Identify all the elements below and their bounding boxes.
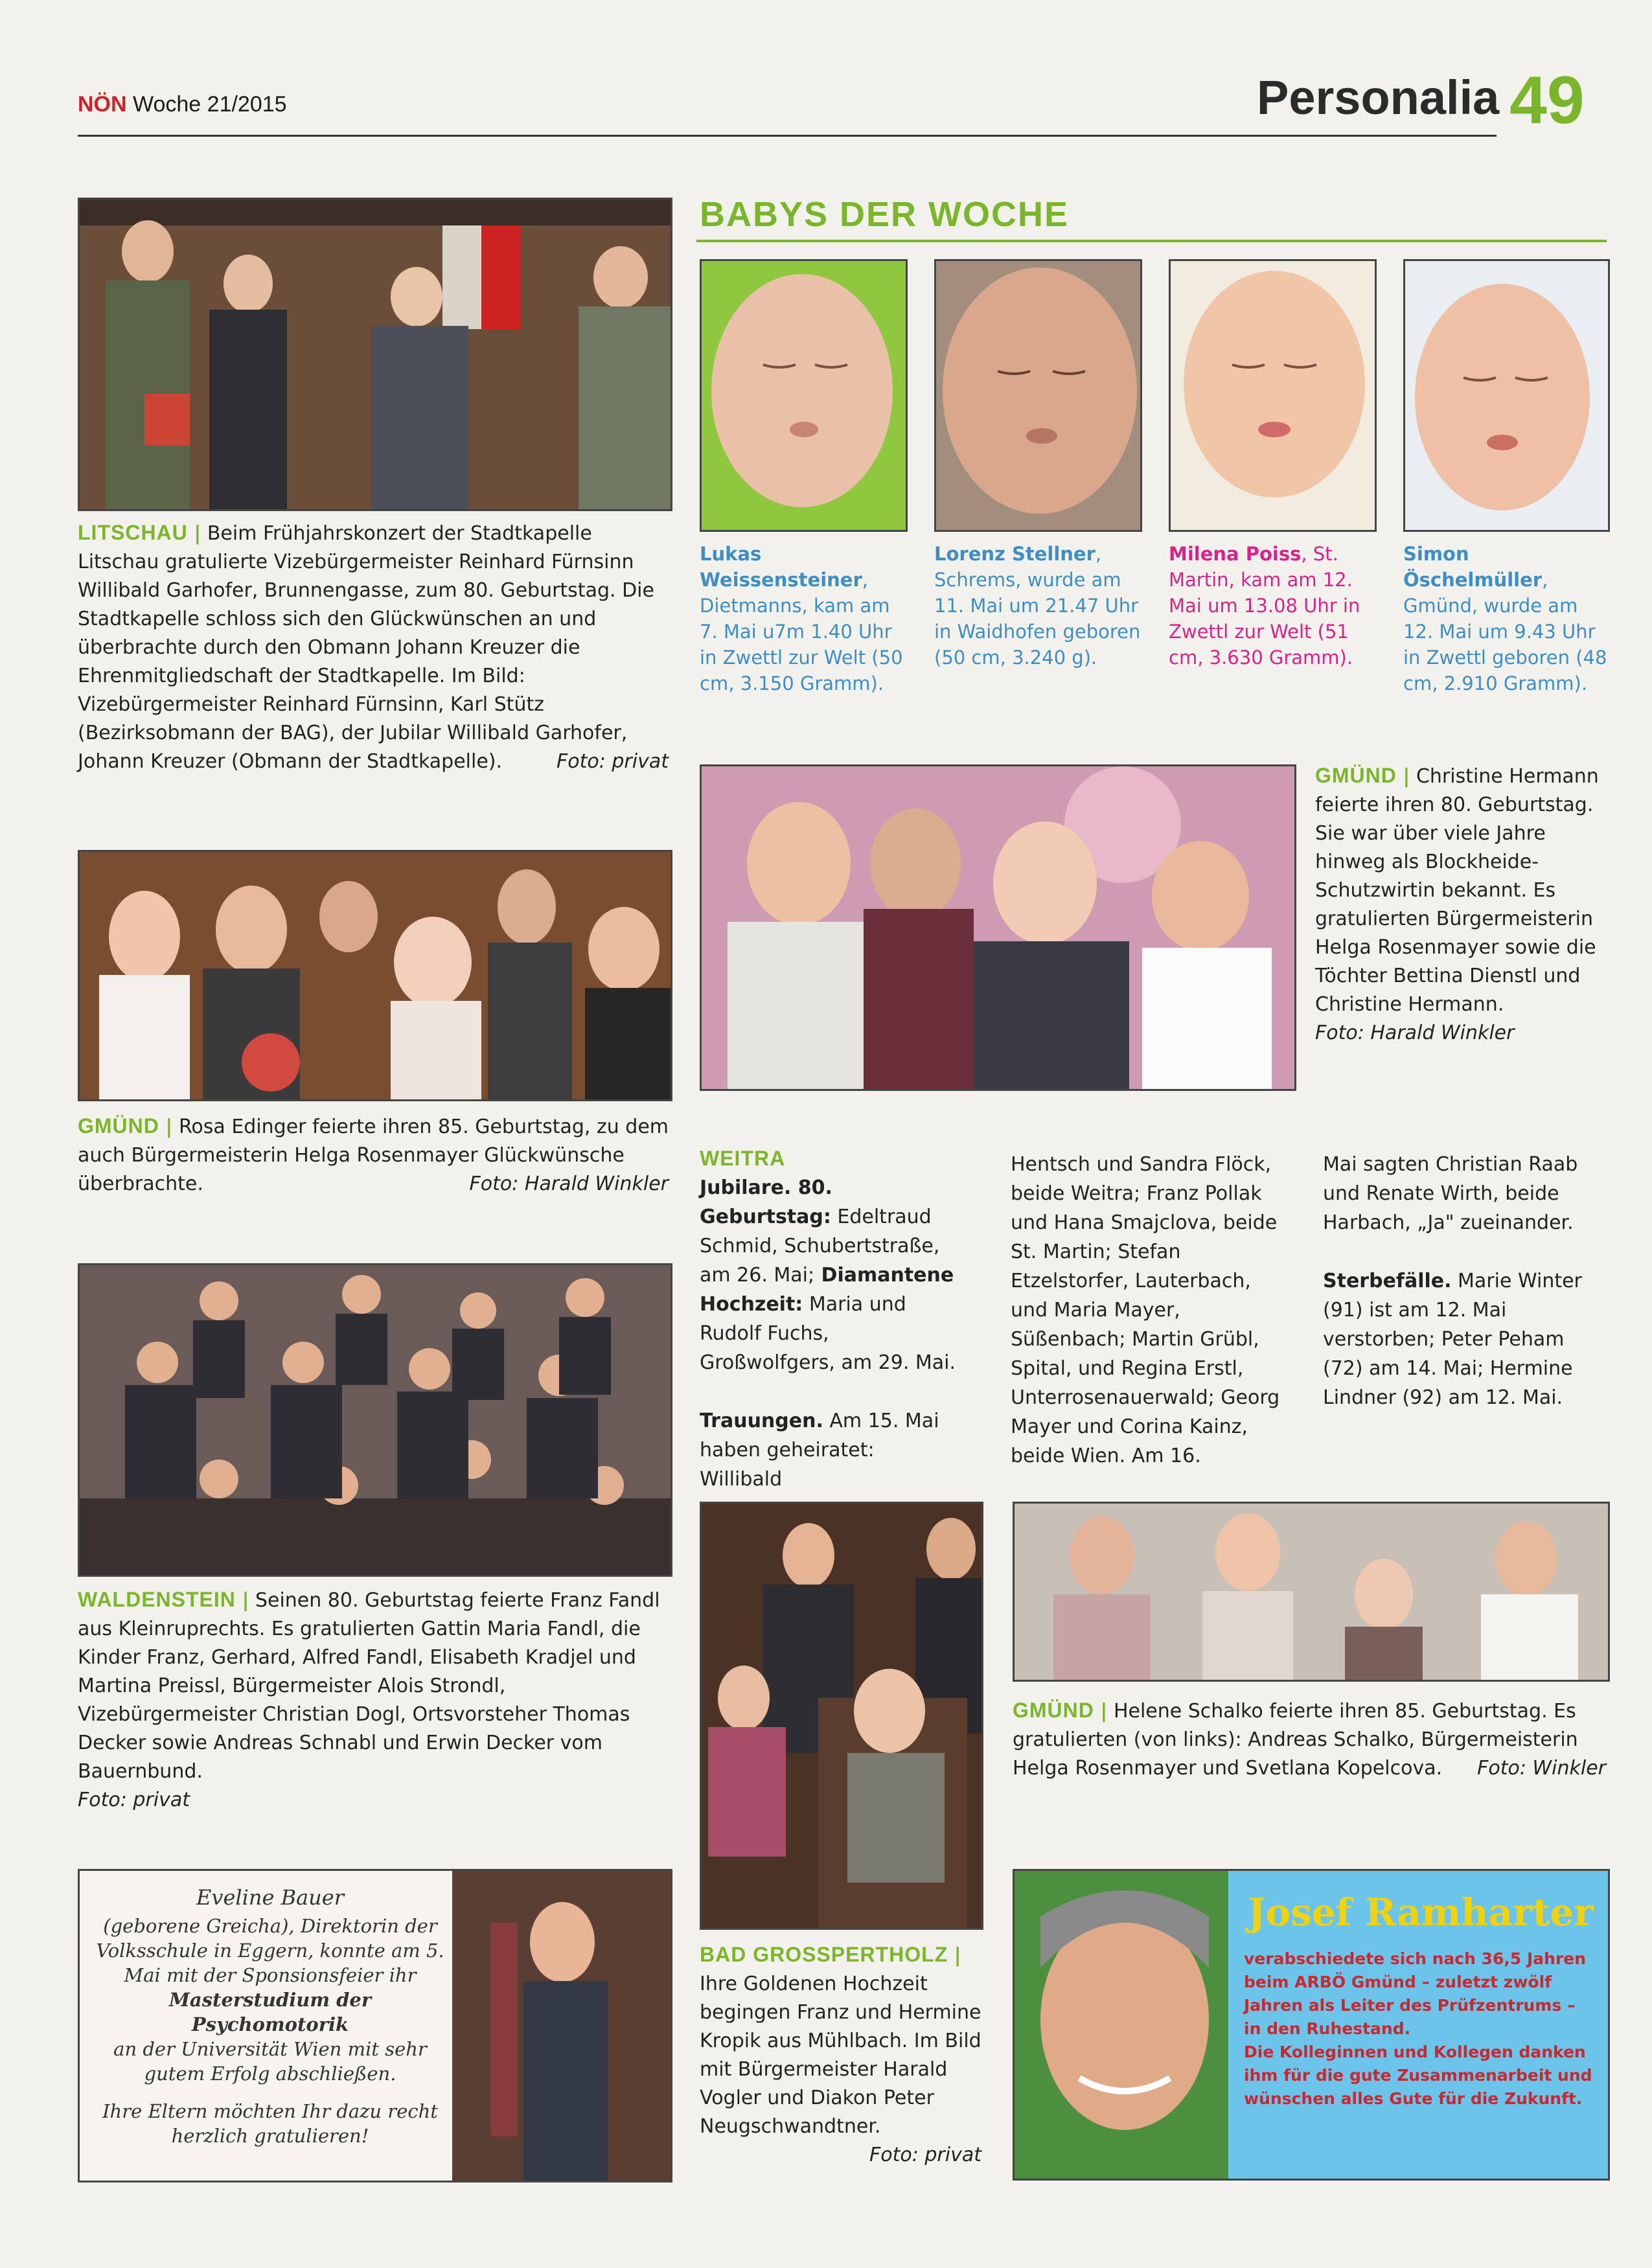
babys-rule — [696, 240, 1607, 242]
weitra-text: Edeltraud Schmid, Schubertstraße, am 26. Mai; — [700, 1206, 940, 1287]
gmuend-hermann-caption — [1315, 761, 1607, 1048]
location-label: GMÜND — [78, 1114, 159, 1138]
issue-header — [78, 92, 287, 117]
weitra-text: Maria und Rudolf Fuchs, Großwolfgers, am 29. Mai. — [700, 1293, 956, 1374]
baby-caption-1 — [700, 541, 907, 696]
josef-announcement — [1013, 1869, 1610, 2181]
location-label: LITSCHAU — [78, 521, 188, 544]
eveline-title: Eveline Bauer — [196, 1885, 344, 1910]
baby-name: Lukas Weissensteiner — [700, 543, 862, 591]
baby-name: Lorenz Stellner — [934, 543, 1096, 565]
baby-photo-1 — [700, 259, 908, 532]
baby-photo-3 — [1169, 259, 1377, 532]
weitra-text: Am 15. Mai haben geheiratet: Willibald — [700, 1410, 939, 1491]
photo-credit: Foto: privat — [869, 2144, 981, 2166]
josef-photo — [1015, 1871, 1228, 2179]
separator: | — [165, 1116, 173, 1138]
josef-box — [1228, 1871, 1608, 2179]
article-text: Rosa Edinger feierte ihren 85. Geburtstag, zu dem auch Bürgermeisterin Helga Rosenmayer Glückwünsche überbrachte. — [78, 1116, 669, 1195]
weitra-subhead-hochzeit: Diamantene Hochzeit: — [700, 1264, 954, 1316]
baby-photo-2 — [934, 259, 1142, 532]
separator: | — [194, 522, 201, 545]
baby-caption-4 — [1403, 541, 1607, 696]
location-label: GMÜND — [1013, 1699, 1094, 1722]
baby-name: Simon Öschelmüller — [1403, 543, 1543, 591]
weitra-col-1 — [700, 1144, 959, 1494]
location-label: GMÜND — [1315, 764, 1397, 787]
eveline-text: an der Universität Wien mit sehr gutem Erfolg abschließen. — [113, 2038, 427, 2085]
separator: | — [954, 1944, 961, 1967]
weitra-text: Marie Winter (91) ist am 12. Mai verstorben; Peter Peham (72) am 14. Mai; Hermine Lindner (92) am 12. Mai. — [1323, 1270, 1582, 1409]
eveline-text: (geborene Greicha), Direktorin der Volksschule in Eggern, konnte am 5. Mai mit der Sponsionsfeier ihr — [96, 1915, 444, 1986]
gmuend-edinger-caption — [78, 1112, 669, 1198]
photo-credit: Foto: Harald Winkler — [469, 1173, 669, 1195]
weitra-col-2: Hentsch und Sandra Flöck, beide Weitra; Franz Pollak und Hana Smajclova, beide St. Martin; Stefan Etzelstorfer, Lauterbach, und Maria Mayer, Süßenbach; Martin Grübl, Spital, und Regina Erstl, Unterrosenauerwald; Georg Mayer und Corina Kainz, beide Wien. Am 16. — [1011, 1153, 1280, 1467]
section-title: Personalia — [1257, 71, 1500, 124]
separator: | — [1403, 765, 1410, 788]
photo-credit: Foto: Harald Winkler — [1315, 1022, 1515, 1044]
baby-caption-2 — [934, 541, 1141, 670]
baby-photo-4 — [1403, 259, 1610, 532]
eveline-text: Ihre Eltern möchten Ihr dazu recht herzlich gratulieren! — [102, 2100, 438, 2147]
baby-details: , Dietmanns, kam am 7. Mai u7m 1.40 Uhr in Zwettl zur Welt (50 cm, 3.150 Gramm). — [700, 569, 903, 694]
josef-text — [1244, 1947, 1597, 2111]
location-label: BAD GROSSPERTHOLZ — [700, 1943, 948, 1966]
josef-text-2: Die Kolleginnen und Kollegen danken ihm für die gute Zusammenarbeit und wünschen alles Gute für die Zukunft. — [1244, 2043, 1592, 2108]
header-rule — [78, 135, 1497, 137]
separator: | — [1100, 1700, 1108, 1723]
photo-credit: Foto: privat — [556, 750, 669, 773]
baby-details: , Schrems, wurde am 11. Mai um 21.47 Uhr in Waidhofen geboren (50 cm, 3.240 g). — [934, 543, 1141, 669]
article-text: Ihre Goldenen Hochzeit begingen Franz und Hermine Kropik aus Mühlbach. Im Bild mit Bürgermeister Harald Vogler und Diakon Peter Neugschwandtner. — [700, 1973, 981, 2138]
baby-name: Milena Poiss — [1169, 543, 1302, 565]
eveline-text-block — [89, 1885, 452, 2148]
waldenstein-photo — [78, 1263, 672, 1577]
waldenstein-caption — [78, 1585, 669, 1815]
location-label: WALDENSTEIN — [78, 1588, 236, 1611]
weitra-subhead-jubilare: Jubilare. 80. Geburtstag: — [700, 1176, 832, 1228]
baby-details: , St. Martin, kam am 12. Mai um 13.08 Uhr in Zwettl zur Welt (51 cm, 3.630 Gramm). — [1169, 543, 1360, 669]
eveline-announcement — [78, 1869, 672, 2182]
photo-credit: Foto: privat — [78, 1789, 190, 1811]
weitra-subhead-trauungen: Trauungen. — [700, 1410, 823, 1432]
weitra-col-3 — [1323, 1150, 1608, 1412]
litschau-photo — [78, 198, 672, 511]
separator: | — [242, 1589, 249, 1612]
gmuend-schalko-caption — [1013, 1696, 1606, 1783]
issue-label: Woche 21/2015 — [133, 92, 287, 117]
article-text: Helene Schalko feierte ihren 85. Geburtstag. Es gratulierten (von links): Andreas Schalko, Bürgermeisterin Helga Rosenmayer und Svetlana Kopelcova. — [1013, 1700, 1578, 1780]
gmuend-edinger-photo — [78, 850, 672, 1101]
baby-caption-3 — [1169, 541, 1376, 670]
bad-grosspertholz-caption — [700, 1940, 981, 2170]
baby-details: , Gmünd, wurde am 12. Mai um 9.43 Uhr in Zwettl geboren (48 cm, 2.910 Gramm). — [1403, 569, 1607, 694]
litschau-caption — [78, 518, 669, 776]
weitra-subhead-sterbefaelle: Sterbefälle. — [1323, 1270, 1452, 1292]
babys-title: BABYS DER WOCHE — [700, 195, 1070, 234]
eveline-photo — [452, 1871, 671, 2181]
photo-credit: Foto: Winkler — [1477, 1757, 1606, 1780]
brand-logo: NÖN — [78, 92, 127, 117]
article-text: Seinen 80. Geburtstag feierte Franz Fandl aus Kleinruprechts. Es gratulierten Gattin Maria Fandl, die Kinder Franz, Gerhard, Alfred Fandl, Elisabeth Kradjel und Martina Preissl, Bürgermeister Alois Strondl, Vizebürgermeister Christian Dogl, Ortsvorsteher Thomas Decker sowie Andreas Schnabl und Erwin Decker vom Bauernbund. — [78, 1589, 660, 1783]
article-text: Christine Hermann feierte ihren 80. Geburtstag. Sie war über viele Jahre hinweg als Blockheide-Schutzwirtin bekannt. Es gratulierten Bürgermeisterin Helga Rosenmayer sowie die Töchter Bettina Dienstl und Christine Hermann. — [1315, 765, 1599, 1016]
josef-text-1: verabschiedete sich nach 36,5 Jahren beim ARBÖ Gmünd – zuletzt zwölf Jahren als Leiter des Prüfzentrums – in den Ruhestand. — [1244, 1949, 1587, 2038]
gmuend-schalko-photo — [1013, 1502, 1610, 1682]
location-label: WEITRA — [700, 1147, 786, 1170]
eveline-highlight: Masterstudium der Psychomotorik — [168, 1989, 372, 2035]
article-text: Beim Frühjahrskonzert der Stadtkapelle Litschau gratulierte Vizebürgermeister Reinhard Fürnsinn Willibald Garhofer, Brunnengasse, zum 80. Geburtstag. Die Stadtkapelle schloss sich den Glückwünschen an und überbrachte durch den Obmann Johann Kreuzer die Ehrenmitgliedschaft der Stadtkapelle. Im Bild: Vizebürgermeister Reinhard Fürnsinn, Karl Stütz (Bezirksobmann der BAG), der Jubilar Willibald Garhofer, Johann Kreuzer (Obmann der Stadtkapelle). — [78, 522, 654, 773]
gmuend-hermann-photo — [700, 764, 1296, 1091]
bad-grosspertholz-photo — [700, 1502, 983, 1930]
josef-name: Josef Ramharter — [1248, 1890, 1594, 1934]
page-number: 49 — [1509, 63, 1585, 138]
weitra-text: Mai sagten Christian Raab und Renate Wirth, beide Harbach, „Ja" zueinander. — [1323, 1153, 1578, 1234]
